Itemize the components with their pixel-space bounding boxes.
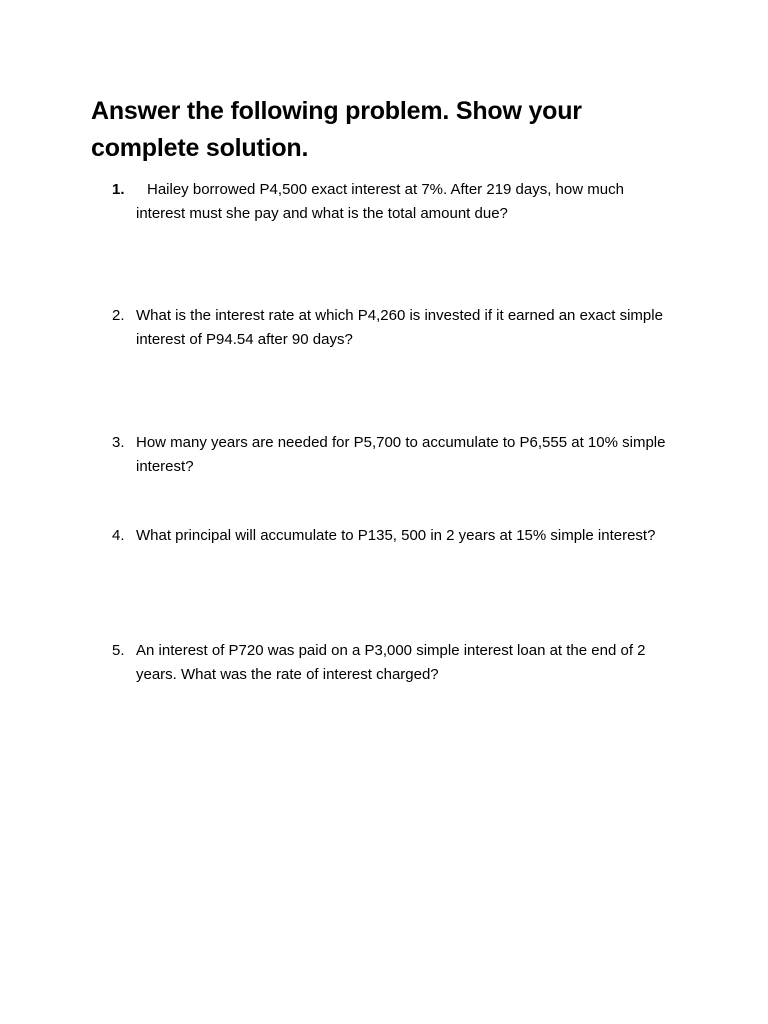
problem-text: What principal will accumulate to P135, 500 in 2 years at 15% simple interest? [136, 527, 656, 544]
problem-number: 5. [112, 642, 125, 659]
problem-text: Hailey borrowed P4,500 exact interest at 7%. After 219 days, how much interest must she pay and what is the total amount due? [136, 181, 624, 222]
problem-text: How many years are needed for P5,700 to accumulate to P6,555 at 10% simple interest? [136, 434, 666, 475]
problem-item-4 [112, 524, 692, 548]
problem-item-2 [112, 304, 692, 352]
problem-text: An interest of P720 was paid on a P3,000 simple interest loan at the end of 2 years. What was the rate of interest charged? [136, 642, 646, 683]
problem-item-5 [112, 639, 692, 687]
problem-item-3 [112, 431, 692, 479]
page-title: Answer the following problem. Show your complete solution. [91, 97, 582, 162]
problem-number: 1. [112, 181, 125, 198]
problem-text: What is the interest rate at which P4,260 is invested if it earned an exact simple interest of P94.54 after 90 days? [136, 307, 663, 348]
problem-number: 2. [112, 307, 125, 324]
problem-number: 4. [112, 527, 125, 544]
problem-number: 3. [112, 434, 125, 451]
problem-item-1 [112, 178, 692, 226]
